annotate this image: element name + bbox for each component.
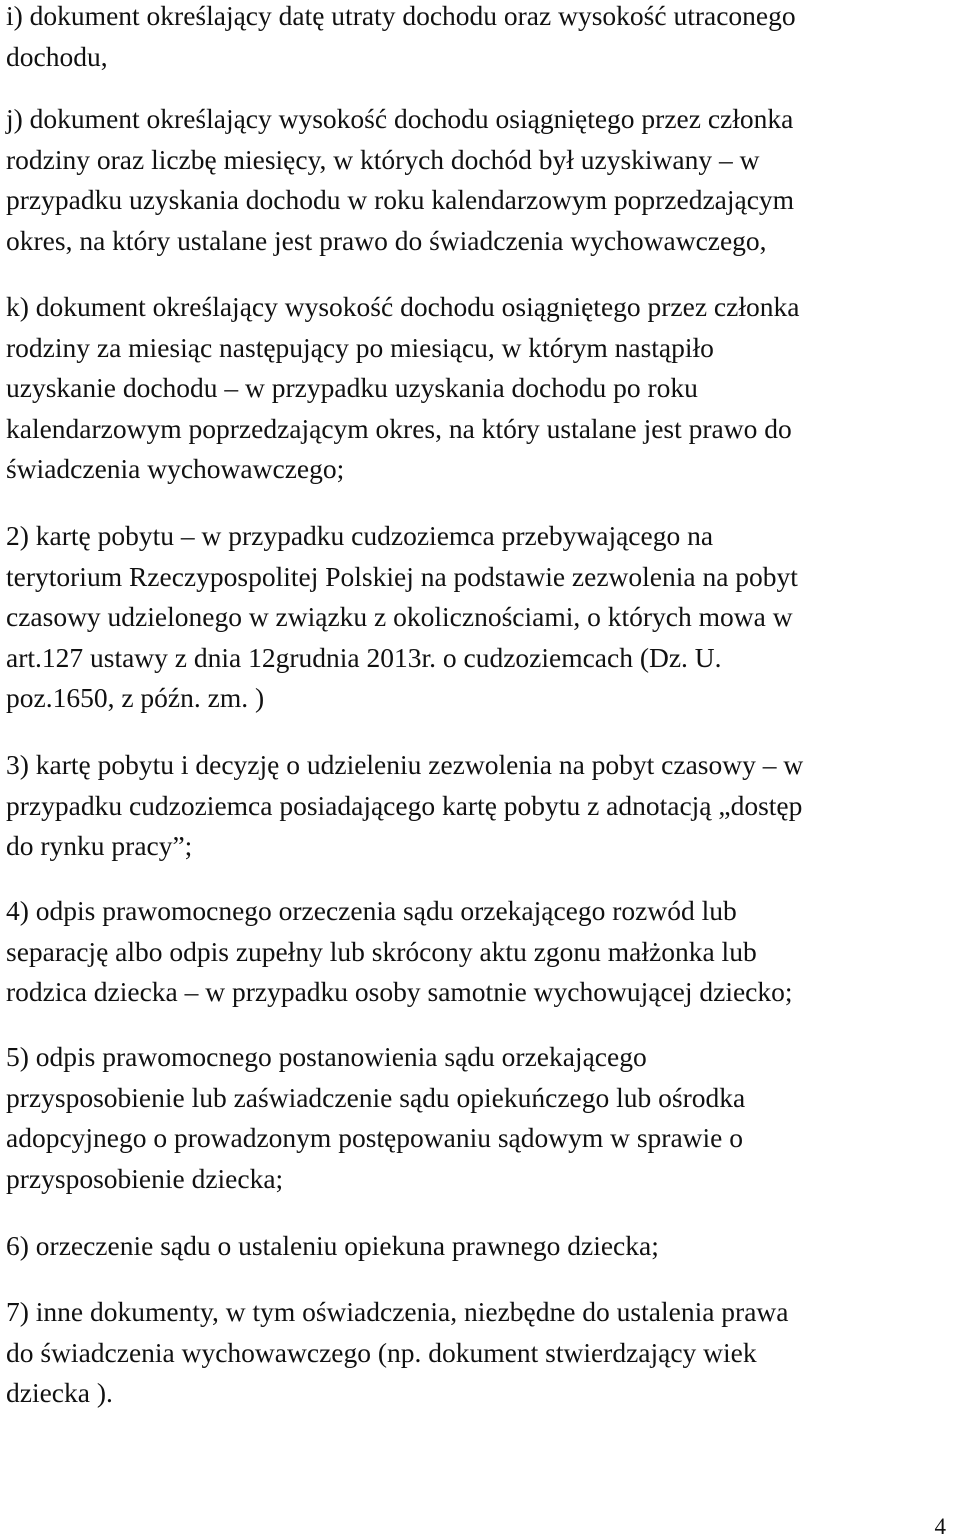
text-line: 3) kartę pobytu i decyzję o udzieleniu zezwolenia na pobyt czasowy – w: [6, 749, 804, 780]
text-line: dochodu,: [6, 40, 108, 72]
text-line: separację albo odpis zupełny lub skrócony aktu zgonu małżonka lub: [6, 935, 757, 967]
paragraph-j: [6, 99, 794, 261]
text-line: 2) kartę pobytu – w przypadku cudzoziemca przebywającego na: [6, 520, 714, 551]
paragraph-7: [6, 1292, 788, 1414]
text-line: do rynku pracy”;: [6, 830, 193, 861]
text-line: 6) orzeczenie sądu o ustaleniu opiekuna prawnego dziecka;: [6, 1230, 659, 1261]
text-line: art.127 ustawy z dnia 12grudnia 2013r. o cudzoziemcach (Dz. U.: [6, 641, 722, 673]
paragraph-2: [6, 516, 798, 719]
text-line: do świadczenia wychowawczego (np. dokument stwierdzający wiek: [6, 1336, 757, 1368]
text-line: adopcyjnego o prowadzonym postępowaniu sądowym w sprawie o: [6, 1122, 743, 1153]
text-line: uzyskanie dochodu – w przypadku uzyskania dochodu po roku: [6, 372, 698, 403]
page-number: 4: [934, 1514, 946, 1539]
text-line: rodziny oraz liczbę miesięcy, w których dochód był uzyskiwany – w: [6, 143, 760, 175]
paragraph-k: [6, 287, 799, 490]
text-line: poz.1650, z późn. zm. ): [6, 682, 265, 713]
paragraph-4: [6, 891, 793, 1013]
paragraph-i: [6, 0, 796, 77]
text-line: 5) odpis prawomocnego postanowienia sądu orzekającego: [6, 1041, 647, 1072]
text-line: i) dokument określający datę utraty dochodu oraz wysokość utraconego: [6, 0, 796, 31]
text-line: terytorium Rzeczypospolitej Polskiej na podstawie zezwolenia na pobyt: [6, 560, 798, 592]
text-line: przysposobienie lub zaświadczenie sądu opiekuńczego lub ośrodka: [6, 1081, 746, 1113]
text-line: przypadku cudzoziemca posiadającego kartę pobytu z adnotacją „dostęp: [6, 789, 803, 821]
paragraph-5: [6, 1037, 745, 1199]
paragraph-3: [6, 745, 803, 867]
text-line: rodziny za miesiąc następujący po miesiącu, w którym nastąpiło: [6, 331, 714, 363]
text-line: okres, na który ustalane jest prawo do świadczenia wychowawczego,: [6, 224, 767, 256]
text-line: świadczenia wychowawczego;: [6, 453, 345, 484]
text-line: czasowy udzielonego w związku z okolicznościami, o których mowa w: [6, 601, 793, 632]
text-line: 7) inne dokumenty, w tym oświadczenia, niezbędne do ustalenia prawa: [6, 1296, 789, 1327]
text-line: przysposobienie dziecka;: [6, 1162, 284, 1194]
text-line: j) dokument określający wysokość dochodu osiągniętego przez członka: [6, 103, 794, 134]
text-line: rodzica dziecka – w przypadku osoby samotnie wychowującej dziecko;: [6, 976, 793, 1007]
text-line: przypadku uzyskania dochodu w roku kalendarzowym poprzedzającym: [6, 184, 795, 215]
text-line: k) dokument określający wysokość dochodu osiągniętego przez członka: [6, 291, 800, 322]
text-line: 4) odpis prawomocnego orzeczenia sądu orzekającego rozwód lub: [6, 895, 737, 926]
paragraph-6: [6, 1226, 659, 1267]
text-line: kalendarzowym poprzedzającym okres, na który ustalane jest prawo do: [6, 412, 792, 444]
text-line: dziecka ).: [6, 1377, 113, 1408]
